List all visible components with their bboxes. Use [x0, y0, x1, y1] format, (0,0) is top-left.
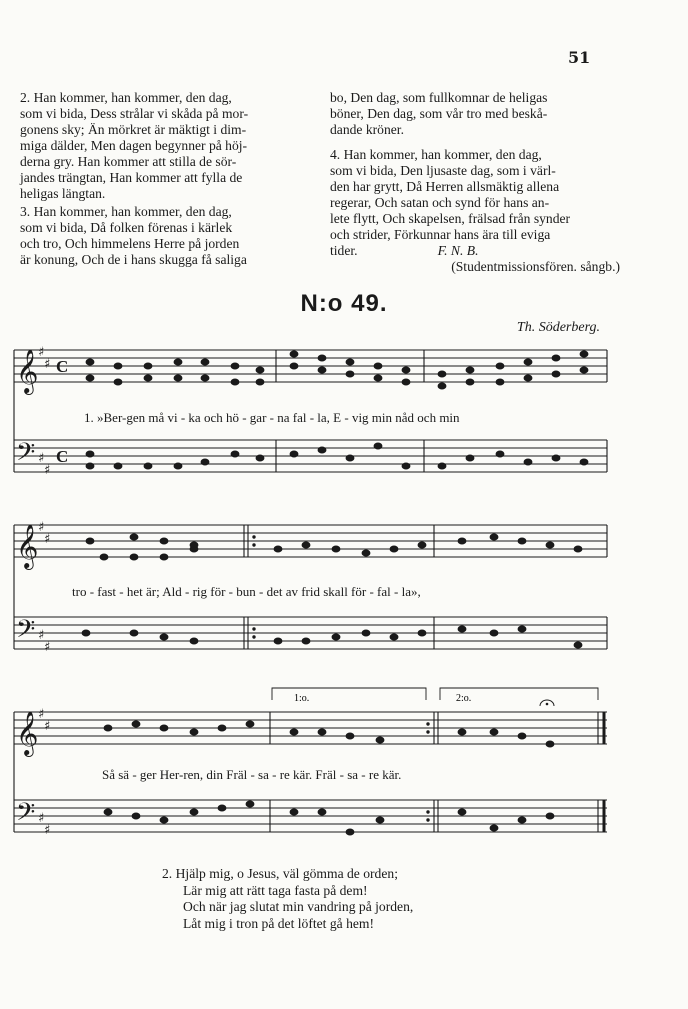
verse-line: miga dälder, Men dagen begynner på höj- — [20, 138, 248, 153]
verse-line: 2. Han kommer, han kommer, den dag, — [20, 90, 232, 105]
verse-line: och strider, Förkunnar hans ära till eviga — [330, 227, 551, 242]
second-ending: 2:o. — [456, 693, 472, 704]
author-initials: F. N. B. — [437, 243, 479, 258]
verse-line: Och när jag slutat min vandring på jorden, — [183, 899, 414, 914]
first-ending: 1:o. — [294, 693, 310, 704]
verse-line: och tro, Och himmelens Herre på jorden — [20, 236, 240, 251]
verse-line: tider. — [330, 243, 358, 258]
page-number: 51 — [568, 48, 591, 67]
hymn-number: N:o 49. — [300, 290, 388, 317]
bass-clef: 𝄢 — [16, 438, 36, 473]
verse-line: gonens sky; Än mörkret är mäktigt i dim- — [20, 122, 247, 137]
verse-3-top — [20, 204, 320, 268]
verse-line: som vi bida, Den ljusaste dag, som i värl- — [330, 163, 556, 178]
verse-line: lete flytt, Och skapelsen, frälsad från synder — [330, 211, 571, 226]
svg-text:♯: ♯ — [44, 463, 51, 478]
svg-text:♯: ♯ — [38, 520, 45, 535]
svg-text:♯: ♯ — [38, 707, 45, 722]
verse-line: är konung, Och de i hans skugga få saliga — [20, 252, 247, 267]
time-signature: C — [56, 357, 69, 376]
svg-text:♯: ♯ — [38, 451, 45, 466]
verse-line: 2. Hjälp mig, o Jesus, väl gömma de orden; — [162, 866, 398, 881]
treble-clef: 𝄞 — [16, 349, 39, 393]
composer: Th. Söderberg. — [516, 320, 600, 335]
verse-line: regerar, Och satan och synd för hans an- — [330, 195, 550, 210]
verse-4-top — [330, 147, 620, 275]
verse-line: som vi bida, Dess strålar vi skåda på mor- — [20, 106, 249, 121]
svg-text:♯: ♯ — [44, 719, 51, 734]
svg-text:♯: ♯ — [38, 345, 45, 360]
svg-text:♯: ♯ — [44, 640, 51, 655]
note-row — [104, 801, 554, 835]
note-row — [82, 626, 582, 648]
note-row — [86, 351, 588, 389]
verse-line: jandes trängtan, Han kommer att fylla de — [20, 170, 243, 185]
verse-3-continued — [330, 90, 620, 138]
lyrics-system-3: Så sä - ger Her-ren, din Fräl - sa - re kär. Fräl - sa - re kär. — [102, 767, 402, 782]
volta-brackets — [272, 688, 598, 700]
time-signature: C — [56, 447, 69, 466]
verse-line: bo, Den dag, som fullkomnar de heligas — [330, 90, 548, 105]
note-row — [86, 534, 582, 560]
svg-text:♯: ♯ — [38, 811, 45, 826]
svg-text:♯: ♯ — [44, 357, 51, 372]
treble-clef: 𝄞 — [16, 524, 39, 568]
verse-line: 4. Han kommer, han kommer, den dag, — [330, 147, 542, 162]
verse-2-top — [20, 90, 320, 202]
verse-line: 3. Han kommer, han kommer, den dag, — [20, 204, 232, 219]
source-credit: (Studentmissionsfören. sångb.) — [451, 259, 620, 274]
verse-line: som vi bida, Då folken förenas i kärlek — [20, 220, 233, 235]
verse-line: Låt mig i tron på det löftet gå hem! — [183, 915, 375, 931]
treble-clef: 𝄞 — [16, 711, 39, 755]
svg-text:♯: ♯ — [44, 823, 51, 838]
key-signature — [38, 345, 50, 838]
note-row — [104, 721, 554, 747]
verse-line: heligas längtan. — [20, 186, 106, 201]
svg-text:♯: ♯ — [38, 628, 45, 643]
clefs — [16, 345, 68, 838]
fermata-dot — [546, 703, 549, 706]
verse-line: Lär mig att rätt taga fasta på dem! — [183, 882, 368, 898]
verse-2 — [162, 866, 413, 932]
lyrics-system-2: tro - fast - het är; Ald - rig för - bun - det av frid skall för - fal - la», — [72, 584, 421, 599]
verse-line: den har grytt, Då Herren allsmäktig allena — [330, 179, 560, 194]
verse-line: dande kröner. — [330, 122, 404, 137]
verse-line: böner, Den dag, som vår tro med beskå- — [330, 106, 548, 121]
bass-clef: 𝄢 — [16, 615, 36, 650]
lyrics-system-1: 1. »Ber-gen må vi - ka och hö - gar - na fal - la, E - vig min nåd och min — [84, 410, 460, 425]
verse-line: derna gry. Han kommer att stilla de sör- — [20, 154, 237, 169]
bass-clef: 𝄢 — [16, 798, 36, 833]
svg-text:♯: ♯ — [44, 532, 51, 547]
